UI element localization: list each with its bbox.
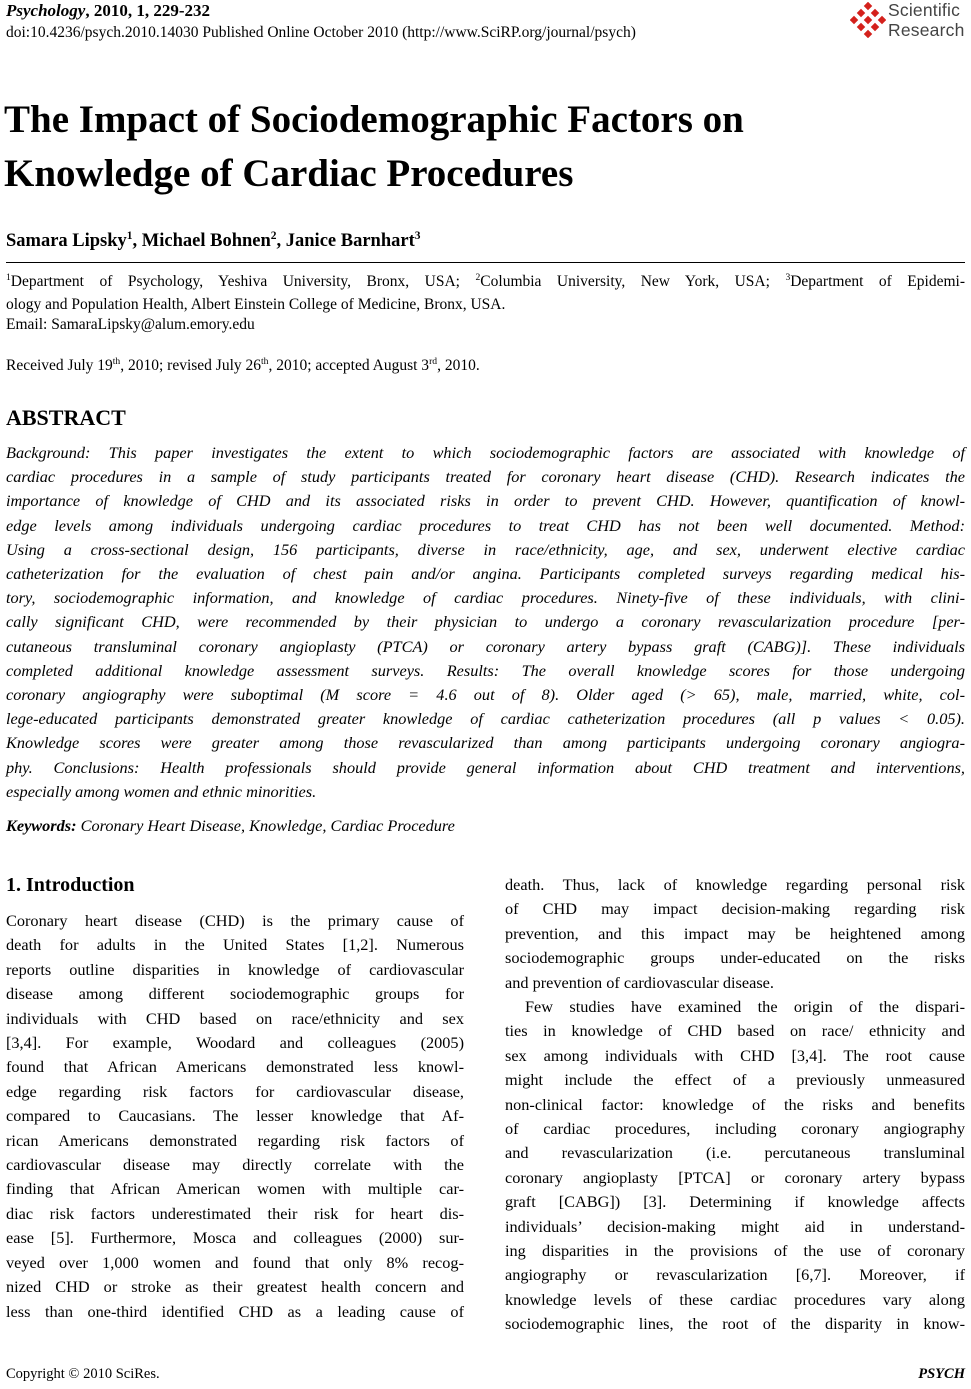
body-line: sociodemographic groups under-educated on the risks [505,948,965,968]
affiliations [6,270,965,316]
body-line: diac risk factors underestimated their risk for heart dis- [6,1203,464,1223]
received-text: Received July 19 [6,357,113,374]
article-title-line1: The Impact of Sociodemographic Factors on [4,98,744,141]
abstract-line: especially among women and ethnic minorities. [6,781,317,801]
body-line: death. Thus, lack of knowledge regarding personal risk [505,875,965,894]
keywords-label: Keywords [6,816,72,835]
abstract-body [6,441,965,804]
abstract-line: lege-educated participants demonstrated greater knowledge of cardiac catheterization procedures (all p values < 0.05). [6,709,965,729]
body-line: Coronary heart disease (CHD) is the primary cause of [6,911,464,930]
affiliation-mark: 2 [475,271,481,283]
abstract-line: catheterization for the evaluation of chest pain and/or angina. Participants completed surveys regarding medical his- [6,564,965,584]
author-separator: , [132,231,142,251]
body-line: rican Americans demonstrated regarding risk factors of [6,1130,464,1150]
title-divider [6,262,965,263]
body-line: less than one-third identified CHD as a leading cause of [6,1301,464,1321]
abstract-line: phy. Conclusions: Health professionals should provide general information about CHD treatment and interventions, [6,757,965,777]
publisher-logo-line2: Research [888,20,965,40]
body-line: prevention, and this impact may be heightened among [505,923,965,943]
abstract-line: cutaneous transluminal coronary angioplasty (PTCA) or coronary artery bypass graft (CABG)]. These individuals [6,636,965,656]
introduction-right-column-paragraph-2 [505,995,965,1337]
footer-copyright: Copyright © 2010 SciRes. [6,1366,160,1382]
body-line: death for adults in the United States [1,2]. Numerous [6,935,464,955]
body-line: angiography or revascularization [6,7]. Moreover, if [505,1265,965,1285]
abstract-line: Background: This paper investigates the extent to which sociodemographic factors are associated with knowledge of [6,443,965,462]
abstract-line: tory, sociodemographic information, and knowledge of cardiac procedures. Ninety-five of these individuals, with clini- [6,588,965,608]
abstract-line: Using a cross-sectional design, 156 participants, diverse in race/ethnicity, age, and sex, underwent elective cardiac [6,539,965,559]
affiliations-line2: ology and Population Health, Albert Einstein College of Medicine, Bronx, USA. [6,296,506,313]
body-line: veyed over 1,000 women and found that only 8% recog- [6,1252,464,1272]
abstract-line: cally significant CHD, were recommended by their physician to undergo a coronary revascularization procedure [per- [6,612,965,632]
affiliation-mark: 1 [6,271,11,283]
affiliations-line1 [6,270,965,293]
author-name: Samara Lipsky [6,231,127,251]
article-title-line2: Knowledge of Cardiac Procedures [4,152,574,195]
footer-journal-abbrev: PSYCH [918,1366,965,1382]
section-heading-introduction: 1. Introduction [6,874,135,896]
body-line: might include the effect of a previously unmeasured [505,1070,965,1090]
body-line: compared to Caucasians. The lesser knowledge that Af- [6,1106,464,1126]
body-line: Few studies have examined the origin of the dispari- [525,997,965,1016]
body-line: of cardiac procedures, including coronary angiography [505,1119,965,1139]
revised-text: , 2010; revised July 26 [120,357,262,374]
body-line: [3,4]. For example, Woodard and colleagues (2005) [6,1033,464,1053]
body-line: sociodemographic lines, the root of the disparity in know- [505,1314,965,1334]
body-line: finding that African American women with multiple car- [6,1179,464,1199]
ordinal-suffix: th [112,355,121,367]
journal-volume-pages: , 2010, 1, 229-232 [85,1,210,20]
body-line: and prevention of cardiovascular disease. [505,972,774,992]
body-line: knowledge levels of these cardiac procedures vary along [505,1289,965,1309]
abstract-line: completed additional knowledge assessment surveys. Results: The overall knowledge scores for those undergoing [6,660,965,680]
abstract-line: importance of knowledge of CHD and its associated risks in order to prevent CHD. However, quantification of knowl- [6,491,965,511]
keywords-list: Coronary Heart Disease, Knowledge, Cardiac Procedure [80,816,455,835]
abstract-line: cardiac procedures in a sample of study participants treated for coronary heart disease (CHD). Research indicates the [6,467,965,487]
body-line: disease among different sociodemographic groups for [6,984,464,1004]
affiliation-mark: 3 [785,271,791,283]
abstract-line: Knowledge scores were greater among those revascularized than among participants undergoing coronary angiogra- [6,733,965,753]
body-line: ease [5]. Furthermore, Mosca and colleagues (2000) sur- [6,1228,464,1248]
abstract-line: coronary angiography were suboptimal (M score = 4.6 out of 8). Older aged (> 65), male, married, white, col- [6,685,965,705]
journal-name: Psychology [6,1,86,20]
accepted-text: , 2010; accepted August 3 [268,357,430,374]
introduction-left-column [6,909,464,1324]
publisher-logo [850,0,970,44]
author-list [6,229,420,253]
ordinal-suffix: rd [429,355,438,367]
introduction-right-column-paragraph-1 [505,873,965,995]
body-line: graft [CABG]) [3]. Determining if knowledge affects [505,1192,965,1212]
abstract-line: edge levels among individuals undergoing cardiac procedures to treat CHD has not been well documented. Method: [6,515,965,535]
contact-email: Email: SamaraLipsky@alum.emory.edu [6,316,255,333]
affiliation-text: Department of Psychology, Yeshiva University, Bronx, USA; [10,273,476,290]
body-line: nized CHD or stroke as their greatest health concern and [6,1277,464,1297]
author-affiliation-mark: 3 [414,229,421,242]
author-name: Janice Barnhart [285,231,415,251]
author-affiliation-mark: 1 [126,229,133,242]
publisher-logo-text [888,0,965,40]
body-line: coronary angioplasty [PTCA] or coronary artery bypass [505,1167,965,1187]
body-line: edge regarding risk factors for cardiovascular disease, [6,1081,464,1101]
author-separator: , [276,231,286,251]
body-line: found that African Americans demonstrated less knowl- [6,1057,464,1077]
publisher-logo-line1: Scientific [888,0,961,20]
received-dates [6,355,480,377]
affiliation-text: Department of Epidemi- [790,273,965,290]
body-line: and revascularization (i.e. percutaneous transluminal [505,1143,965,1163]
author-name: Michael Bohnen [141,231,271,251]
body-line: ties in knowledge of CHD based on race/ ethnicity and [505,1021,965,1041]
body-line: non-clinical factor: knowledge of the risks and benefits [505,1094,965,1114]
keywords-colon: : [71,816,81,835]
doi-line: doi:10.4236/psych.2010.14030 Published Online October 2010 (http://www.SciRP.org/journal/psych) [6,24,636,41]
ordinal-suffix: th [261,355,269,367]
body-line: ing disparities in the provisions of the use of coronary [505,1241,965,1261]
body-line: reports outline disparities in knowledge of cardiovascular [6,959,464,979]
abstract-heading: ABSTRACT [6,405,126,430]
publisher-logo-icon [850,2,886,38]
body-line: cardiovascular disease may directly correlate with the [6,1155,464,1175]
body-line: sex among individuals with CHD [3,4]. The root cause [505,1045,965,1065]
keywords [6,815,455,837]
body-line: individuals with CHD based on race/ethnicity and sex [6,1008,464,1028]
affiliation-text: Columbia University, New York, USA; [480,273,786,290]
body-line: of CHD may impact decision-making regarding risk [505,899,965,919]
body-line: individuals’ decision-making might aid in understand- [505,1216,965,1236]
author-affiliation-mark: 2 [270,229,277,242]
journal-citation [6,0,210,22]
article-title [4,93,964,201]
year-text: , 2010. [437,357,480,374]
